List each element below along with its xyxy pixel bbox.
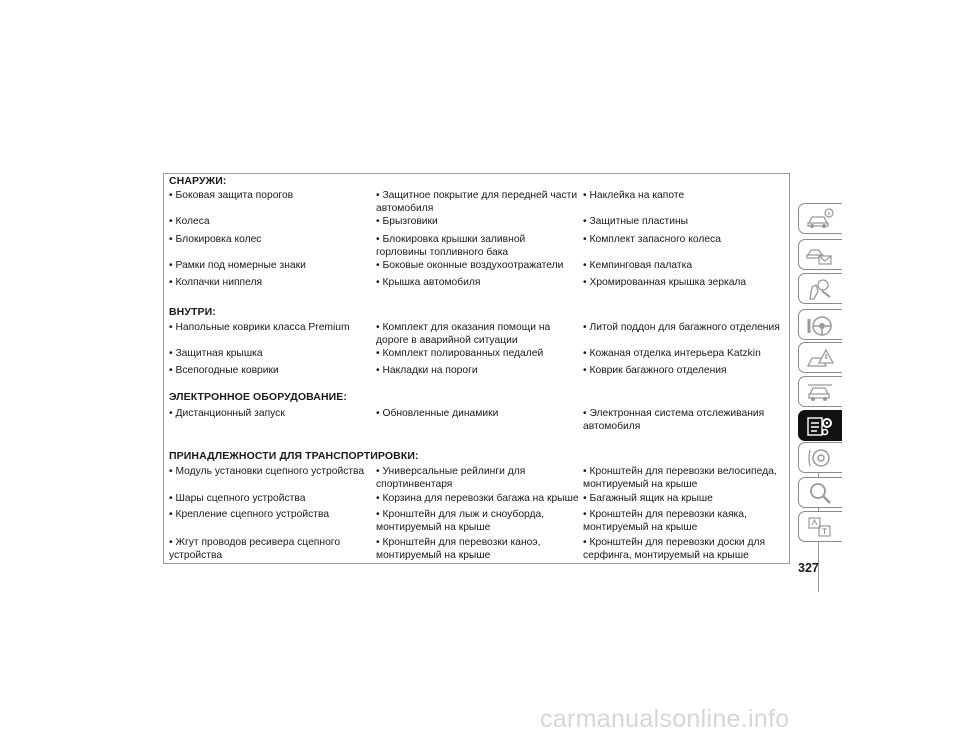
chapter-tab-7-active[interactable]: [798, 410, 842, 441]
heading-inside: ВНУТРИ:: [169, 306, 216, 318]
list-item: • Всепогодные коврики: [169, 365, 279, 376]
list-item: • Литой поддон для багажного отделения: [583, 322, 780, 333]
chapter-tab-5[interactable]: [798, 342, 842, 373]
list-item: • Корзина для перевозки багажа на крыше: [376, 493, 579, 504]
list-item: • Кемпинговая палатка: [583, 260, 693, 271]
language-icon: [806, 515, 834, 539]
list-item: • Жгут проводов ресивера сцепного устройства: [169, 537, 341, 561]
list-item: • Боковые оконные воздухоотражатели: [376, 260, 564, 271]
list-item: • Обновленные динамики: [376, 408, 499, 419]
list-item: • Защитные пластины: [583, 216, 689, 227]
list-item: • Блокировка крышки заливной горловины топливного бака: [376, 234, 526, 258]
list-item: • Накладки на пороги: [376, 365, 478, 376]
list-item: • Шары сцепного устройства: [169, 493, 306, 504]
list-item: • Рамки под номерные знаки: [169, 260, 306, 271]
list-item: • Защитная крышка: [169, 348, 263, 359]
list-item: • Напольные коврики класса Premium: [169, 322, 350, 333]
watermark-text: carmanualsonline.info: [540, 705, 790, 733]
list-item: • Кронштейн для перевозки каяка, монтируемый на крыше: [583, 509, 747, 533]
heading-electronic: ЭЛЕКТРОННОЕ ОБОРУДОВАНИЕ:: [169, 391, 347, 403]
chapter-tab-6[interactable]: [798, 376, 842, 407]
chapter-tab-3[interactable]: [798, 273, 842, 304]
chapter-tab-1[interactable]: [798, 203, 842, 234]
list-item: • Блокировка колес: [169, 234, 262, 245]
steering-wheel-icon: [806, 313, 834, 337]
list-item: • Кронштейн для перевозки каноэ, монтируемый на крыше: [376, 537, 541, 561]
list-item: • Кронштейн для перевозки доски для серфинга, монтируемый на крыше: [583, 537, 766, 561]
list-item: • Колеса: [169, 216, 210, 227]
heading-transport: ПРИНАДЛЕЖНОСТИ ДЛЯ ТРАНСПОРТИРОВКИ:: [169, 450, 419, 462]
list-item: • Защитное покрытие для передней части автомобиля: [376, 190, 578, 214]
list-item: • Модуль установки сцепного устройства: [169, 466, 365, 477]
list-item: • Колпачки ниппеля: [169, 277, 263, 288]
chapter-tab-2[interactable]: [798, 239, 842, 270]
chapter-tab-9[interactable]: [798, 477, 842, 508]
list-item: • Хромированная крышка зеркала: [583, 277, 747, 288]
chapter-tab-4[interactable]: [798, 309, 842, 340]
roadside-warning-icon: [806, 346, 834, 370]
list-item: • Дистанционный запуск: [169, 408, 285, 419]
list-item: • Комплект полированных педалей: [376, 348, 544, 359]
list-item: • Брызговики: [376, 216, 438, 227]
list-item: • Электронная система отслеживания автомобиля: [583, 408, 765, 432]
list-item: • Багажный ящик на крыше: [583, 493, 713, 504]
list-item: • Крышка автомобиля: [376, 277, 481, 288]
chapter-tab-8[interactable]: [798, 442, 842, 473]
list-item: • Коврик багажного отделения: [583, 365, 727, 376]
multimedia-icon: [806, 446, 834, 470]
page-number: 327: [798, 561, 819, 575]
car-service-icon: [806, 380, 834, 404]
list-item: • Наклейка на капоте: [583, 190, 685, 201]
index-search-icon: [806, 481, 834, 505]
heading-outside: СНАРУЖИ:: [169, 175, 227, 187]
specifications-gear-icon: [806, 414, 834, 438]
car-info-icon: [806, 207, 834, 231]
list-item: • Кронштейн для лыж и сноуборда, монтируемый на крыше: [376, 509, 545, 533]
chapter-tab-10[interactable]: [798, 511, 842, 542]
car-mail-icon: [806, 243, 834, 267]
list-item: • Крепление сцепного устройства: [169, 509, 330, 520]
list-item: • Кронштейн для перевозки велосипеда, монтируемый на крыше: [583, 466, 777, 490]
list-item: • Комплект для оказания помощи на дороге в аварийной ситуации: [376, 322, 551, 346]
list-item: • Боковая защита порогов: [169, 190, 294, 201]
list-item: • Универсальные рейлинги для спортинвентаря: [376, 466, 526, 490]
list-item: • Комплект запасного колеса: [583, 234, 721, 245]
list-item: • Кожаная отделка интерьера Katzkin: [583, 348, 761, 359]
safety-airbag-icon: [806, 277, 834, 301]
